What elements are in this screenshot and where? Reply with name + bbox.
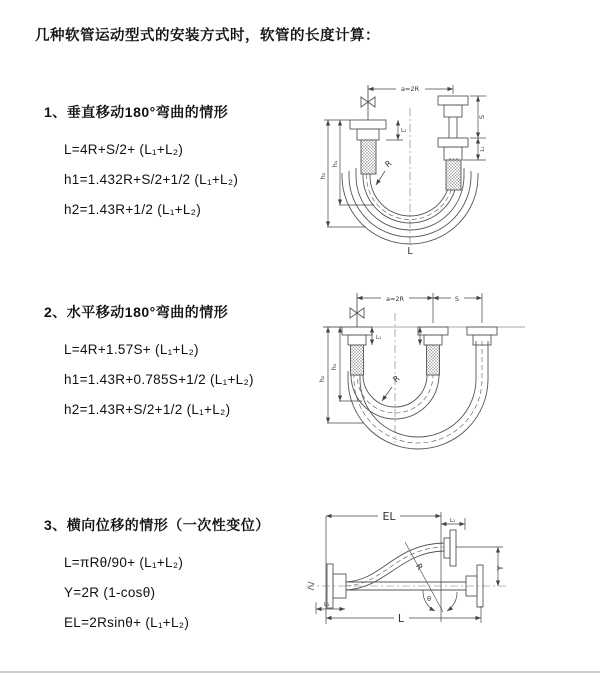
flange [424, 335, 442, 345]
braided-hose-section [361, 140, 376, 174]
diagram-horizontal-180-bend [310, 283, 595, 458]
flange [342, 327, 372, 335]
formula-line: EL=2Rsinθ+ (L₁+L₂) [64, 615, 190, 630]
flange [348, 335, 366, 345]
left-pipe-with-valve [342, 293, 372, 375]
flange [444, 538, 450, 558]
dim-label-s: S [478, 114, 486, 120]
dim-label-l1-right: L₁ [480, 146, 486, 152]
dim-label-h1: h₁ [331, 160, 339, 168]
section-vertical-movement [44, 102, 319, 232]
dims-top [357, 293, 482, 323]
dim-label-l1-top: L₁ [450, 518, 456, 524]
angle-label: θ [427, 595, 431, 603]
length-label: L [407, 246, 413, 257]
formula-line: h1=1.43R+0.785S+1/2 (L₁+L₂) [64, 372, 254, 387]
formula-line: h1=1.432R+S/2+1/2 (L₁+L₂) [64, 172, 239, 187]
dim-label-l1-bottom: L₁ [324, 602, 330, 608]
dim-label-el: EL [382, 510, 396, 523]
formula-line: h2=1.43R+1/2 (L₁+L₂) [64, 202, 202, 217]
formula-line: h2=1.43R+S/2+1/2 (L₁+L₂) [64, 402, 231, 417]
hose-assembly [327, 530, 483, 612]
dim-label-h1: h₁ [330, 363, 338, 371]
formula-line: L=4R+1.57S+ (L₁+L₂) [64, 342, 199, 357]
radius-label: R [391, 373, 402, 385]
formula-line: Y=2R (1-cosθ) [64, 585, 156, 600]
left-pipe-with-valve [350, 85, 386, 174]
flange [467, 327, 497, 335]
braided-hose-section [351, 345, 364, 375]
page-bottom-rule [0, 671, 600, 673]
dim-label-l1: L₁ [376, 335, 382, 341]
middle-pipe [418, 327, 448, 375]
dim-label-l1-left: L₁ [401, 128, 407, 134]
radius-label: R [383, 158, 394, 170]
diagram-lateral-displacement [298, 502, 598, 662]
flange [450, 530, 456, 566]
flange [438, 138, 468, 147]
braided-hose-section [446, 160, 461, 190]
radius-leader [382, 387, 392, 401]
flange [438, 96, 468, 105]
braided-hose-section [427, 345, 440, 375]
dim-label-h2: h₂ [319, 172, 327, 180]
radius-label: R [413, 562, 425, 572]
section-horizontal-movement [44, 302, 319, 432]
flange [357, 129, 379, 140]
section-1-heading: 1、垂直移动180°弯曲的情形 [44, 104, 229, 120]
section-lateral-displacement [44, 515, 319, 645]
section-3-heading: 3、横向位移的情形（一次性变位） [44, 517, 270, 533]
flange [444, 105, 462, 117]
page-title: 几种软管运动型式的安装方式时，软管的长度计算： [35, 28, 380, 44]
right-pipe [438, 96, 468, 190]
radius-leader [376, 171, 385, 185]
flange [418, 327, 448, 335]
dim-label-s: S [454, 295, 460, 303]
hose-u-bends [348, 341, 488, 449]
dim-label-h2: h₂ [318, 375, 326, 383]
formula-line: L=4R+S/2+ (L₁+L₂) [64, 142, 184, 157]
flange [350, 120, 386, 129]
dim-label-a2r: a=2R [385, 295, 405, 303]
flange [444, 147, 462, 160]
dim-label-l: L [397, 612, 405, 625]
dim-label-y: Y [496, 565, 505, 571]
radius-line [405, 542, 443, 612]
dim-label-a2r: a=2R [400, 85, 420, 93]
section-2-heading: 2、水平移动180°弯曲的情形 [44, 304, 229, 320]
formula-line: L=πRθ/90+ (L₁+L₂) [64, 555, 184, 570]
diagram-vertical-180-bend [310, 72, 595, 257]
